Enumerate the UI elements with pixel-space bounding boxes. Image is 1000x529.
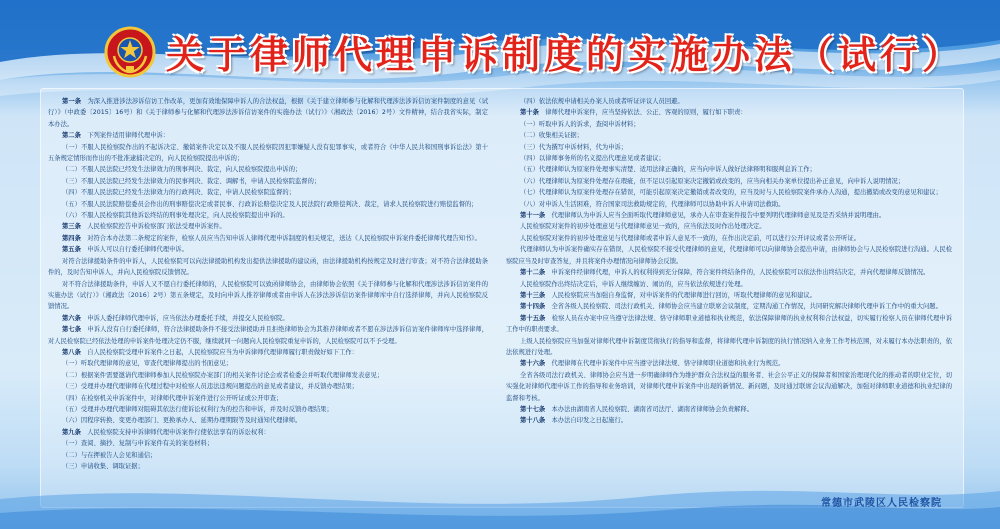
clause-text: （三）受理并办理代理律师在代理过程中对检察人员违法违规问题提出的意见或者建议，并反馈办理结果；: [62, 383, 358, 391]
clause-item: [506, 153, 952, 164]
clause-paragraph: [506, 358, 952, 369]
clause-item: [48, 142, 488, 165]
clause-text: 申诉案件经律师代理，申诉人的权利得到充分保障，符合案件终结条件的，人民检察院可以依法作出终结决定，并向代理律师反馈情况。: [551, 269, 930, 277]
clause-text: （六）代理律师认为原案件处理存在瑕疵，但不足以引起原案决定撤销或改变的，应当向相关办案单位提出补正意见，向申诉人说明情况；: [520, 177, 905, 185]
clause-text: （六）不服人民检察院其他诉讼终结的刑事处理决定，向人民检察院提出申诉的。: [62, 212, 289, 220]
clause-text: 律师代理申诉案件，应当坚持依法、公正、客观的原则，履行如下职责：: [545, 109, 747, 117]
clause-text: 人民检察院支持申诉律师代理申诉案件行使依法享有的诉讼权利：: [87, 428, 270, 436]
clause-text: 本办法由湖南省人民检察院、湖南省司法厅、湖南省律师协会负责解释。: [551, 405, 753, 413]
clause-text: 对不符合法律援助条件，申诉人又不愿自行委托律师的，人民检察院可以致函律师协会，由律师协会依照《关于律师参与化解和代理涉法涉诉信访案件的实施办法（试行）》（湘政法〔2016〕2号）第五条规定，及时向申诉人推荐律师或者由申诉人在涉法涉诉信访案件律师库中自行选择律师，并向人民检察院反馈情况。: [48, 280, 488, 311]
clause-paragraph: [506, 301, 952, 312]
clause-item: [506, 142, 952, 153]
clause-item: [48, 256, 488, 279]
clause-text: （三）不服人民法院已经发生法律效力的民事判决、裁定、调解书，申请人民检察院监督的；: [62, 177, 321, 185]
clause-item: [48, 199, 488, 210]
clause-paragraph: [506, 404, 952, 415]
clause-text: 代理律师认为申诉人应当全面听取代理律师意见，承办人在审查案件报告中要列明代理律师意见及是否采纳并说明理由。: [551, 212, 886, 220]
clause-item: [506, 221, 952, 232]
clause-item: [48, 176, 488, 187]
clause-text: （三）申请收集、调取证据；: [62, 463, 144, 470]
text-column-left: [48, 96, 488, 472]
clause-text: 对符合法律援助条件的申诉人，人民检察院可以向法律援助机构发出提供法律援助的建议函，由法律援助机构按规定及时进行审查；对不符合法律援助条件的，及时告知申诉人，并向人民检察院反馈情况。: [48, 257, 488, 277]
clause-item: [48, 415, 488, 426]
clause-item: [48, 210, 488, 221]
clause-text: 代理律师认为申诉案件确实存在错误，人民检察院不接受代理律师的意见，代理律师可以向律师协会提出申请，由律师协会与人民检察院进行沟通。人民检察院应当及时审查答复，并且将案件办理情况向律师协会反馈。: [506, 246, 952, 265]
clause-item: [506, 244, 952, 267]
clause-paragraph: [48, 96, 488, 130]
clause-paragraph: [48, 130, 488, 141]
clause-label: 第十四条: [520, 303, 546, 311]
clause-text: （二）收集相关证据；: [520, 132, 583, 140]
clause-label: 第十八条: [520, 417, 546, 425]
clause-text: 人民检察院控告申诉检察部门依法受理申诉案件。: [87, 223, 226, 231]
clause-item: [506, 370, 952, 404]
clause-item: [506, 199, 952, 210]
clause-paragraph: [48, 233, 488, 244]
clause-text: （二）根据案件需要邀请代理律师参加人民检察院办案部门的相关案件讨论会或者检委会并听取代理律师发表意见；: [62, 371, 384, 379]
clause-paragraph: [48, 324, 488, 347]
clause-text: （四）不服人民法院已经发生法律效力的行政判决、裁定，申请人民检察院监督的；: [62, 189, 295, 197]
clause-text: （四）依法依规申请相关办案人员或者听证评议人员回避。: [520, 98, 684, 105]
clause-item: [506, 233, 952, 244]
clause-text: （一）不服人民检察院作出的不起诉决定、撤销案件决定以及不服人民检察院因犯罪嫌疑人没有犯罪事实，或者符合《中华人民共和国刑事诉讼法》第十五条规定情形而作出的不批准逮捕决定的，向人民检察院提出申诉的；: [48, 143, 488, 163]
clause-paragraph: [506, 267, 952, 278]
clause-text: （七）代理律师认为原案件处理存在错误，可能引起原案决定撤销或者改变的，应当及时与人民检察院案件承办人沟通，提出撤销或改变的意见和建议；: [520, 189, 942, 197]
clause-text: （八）对申诉人生活困难，符合国家司法救助规定的，代理律师可以协助申诉人申请司法救助。: [520, 200, 785, 208]
clause-text: 人民检察院对案件的初步处理意见与代理律师或者申诉人意见不一致的，在作出决定前，可以进行公开评议或者公开听证。: [520, 234, 861, 242]
clause-item: [506, 130, 952, 141]
clause-label: 第十一条: [520, 212, 546, 220]
clause-text: 为深入推进涉法涉诉信访工作改革，更加有效地保障申诉人的合法权益，根据《关于建立律师参与化解和代理涉法涉诉信访案件制度的意见（试行）》（中政委〔2015〕16号）和《关于律师参与化解和代理涉法涉诉信访案件的实施办法（试行）》（湘政法〔2016〕2号）文件精神，结合我省实际，制定本办法。: [48, 98, 489, 128]
clause-text: 检察人员在办案中应当遵守法律法规、恪守律师职业道德和执业规范，依法保障律师的执业权利和合法权益，切实履行检察人员在律师代理申诉工作中的职责要求。: [506, 314, 953, 334]
clause-label: 第十三条: [520, 291, 546, 299]
clause-text: （五）不服人民法院赔偿委员会作出的刑事赔偿决定或者民事、行政诉讼赔偿决定及人民法院行政赔偿判决、裁定，请求人民检察院进行赔偿监督的；: [62, 200, 478, 208]
clause-item: [48, 438, 488, 449]
clause-text: （一）听取申诉人的诉求，查阅申诉材料；: [520, 120, 640, 128]
clause-item: [506, 164, 952, 175]
clause-text: （一）听取代理律师的意见，审查代理律师提出的书面意见；: [62, 360, 233, 368]
clause-text: 全省各级人民检察院、司法行政机关、律师协会应当建立联席会议制度，定期沟通工作情况，共同研究解决律师代理申诉工作中的重大问题。: [551, 303, 942, 311]
clause-paragraph: [48, 244, 488, 255]
clause-label: 第八条: [62, 348, 81, 356]
clause-item: [48, 358, 488, 369]
clause-text: 本办法自印发之日起施行。: [551, 417, 628, 425]
clause-item: [48, 187, 488, 198]
procuratorate-emblem-icon: [104, 26, 156, 78]
clause-text: 人民检察院作出终结决定后，申诉人继续缠访、闹访的，应当依法依规进行处理。: [520, 280, 747, 288]
clause-item: [506, 176, 952, 187]
clause-text: 全省各级司法行政机关、律师协会应当进一步明确律师作为维护群众合法权益的服务者、社会公平正义的保障者和国家治理现代化的推动者的职业定位，切实强化对律师代理申诉工作的指导和业务培训，对律师代理申诉案件中出现的新情况、新问题，及时通过联席会议沟通解决，加强对律师职业道德和执业纪律的监督和考核。: [506, 371, 952, 402]
clause-item: [506, 96, 952, 107]
clause-paragraph: [48, 347, 488, 358]
clause-text: 代理律师在代理申诉案件中应当遵守法律法规、恪守律师职业道德和执业行为规范。: [551, 360, 785, 368]
clause-text: 人民检察院应当加强自身监督，对申诉案件的代理律师进行回访，听取代理律师的意见和建议。: [551, 291, 816, 299]
clause-text: 申诉人可以自行委托律师代理申诉。: [87, 246, 188, 254]
clause-item: [506, 119, 952, 130]
clause-item: [48, 164, 488, 175]
clause-item: [48, 450, 488, 461]
clause-text: 下列案件适用律师代理申诉：: [87, 132, 170, 140]
clause-label: 第二条: [62, 132, 81, 140]
clause-item: [506, 187, 952, 198]
clause-text: 自人民检察院受理申诉案件之日起，人民检察院应当为申诉律师代理律师履行职责做好如下工作：: [87, 348, 358, 356]
clause-paragraph: [48, 427, 488, 438]
clause-text: （二）不服人民法院已经发生法律效力的刑事判决、裁定，向人民检察院提出申诉的；: [62, 166, 302, 174]
clause-paragraph: [506, 107, 952, 118]
clause-text: 对符合本办法第二条规定的案件，检察人员应当告知申诉人律师代理申诉制度的相关规定，送达《人民检察院申诉案件委托律师代理告知书》。: [87, 234, 481, 242]
clause-text: （二）与在押被告人会见和通信；: [62, 451, 157, 459]
clause-paragraph: [48, 221, 488, 232]
clause-item: [48, 279, 488, 313]
clause-label: 第三条: [62, 223, 81, 231]
clause-text: 申诉人委托律师代理申诉，应当依法办理委托手续，并提交人民检察院。: [87, 314, 289, 322]
clause-item: [48, 393, 488, 404]
clause-item: [48, 370, 488, 381]
clause-label: 第九条: [62, 428, 81, 436]
clause-label: 第四条: [62, 234, 81, 242]
clause-paragraph: [506, 313, 952, 336]
clause-text: （四）以律师事务所的名义提出代理意见或者建议；: [520, 155, 665, 163]
clause-text: （三）代为撰写申诉材料，代为申诉；: [520, 143, 628, 151]
text-column-right: [506, 96, 952, 427]
clause-item: [506, 336, 952, 359]
clause-text: （五）代理律师认为原案件处理事实清楚、适用法律正确的，应当向申诉人做好法律释明和服判息诉工作；: [520, 166, 816, 174]
clause-text: 上级人民检察院应当加强对律师代理申诉制度贯彻执行的指导和监督，将律师代理申诉制度的执行情况纳入业务工作考核范围，对未履行本办法职责的，依法依规进行处理。: [506, 337, 952, 356]
clause-text: 申诉人没有自行委托律师，符合法律援助条件不接受法律援助并且拒绝律师协会为其推荐律师或者不愿在涉法涉诉信访案件律师库中选择律师，对人民检察院已经依法处理的申诉案件处理决定仍不服，继续就同一问题向人民检察院重复申诉的，人民检察院可以不予受理。: [48, 326, 489, 345]
clause-label: 第六条: [62, 314, 81, 322]
clause-text: （六）因程序转换、变更办理部门、更换承办人、延期办理期限等及时通知代理律师。: [62, 417, 302, 425]
clause-label: 第五条: [62, 246, 81, 254]
clause-paragraph: [506, 290, 952, 301]
clause-label: 第十五条: [520, 314, 546, 322]
clause-text: （五）受理并办理代理律师对阻碍其依法行使诉讼权利行为的控告和申诉，并及时反馈办理结果；: [62, 405, 333, 413]
clause-paragraph: [48, 313, 488, 324]
clause-paragraph: [506, 415, 952, 426]
page-title: 关于律师代理申诉制度的实施办法（试行）: [166, 33, 965, 77]
clause-label: 第一条: [62, 98, 82, 105]
clause-item: [506, 279, 952, 290]
clause-label: 第七条: [62, 326, 82, 334]
clause-label: 第十七条: [520, 405, 546, 413]
clause-item: [48, 404, 488, 415]
clause-label: 第十二条: [520, 269, 546, 277]
issuing-organization: 常德市武陵区人民检察院: [821, 498, 942, 509]
clause-paragraph: [506, 210, 952, 221]
clause-text: （四）在检察机关申诉案件中，对律师代理申诉案件进行公开听证或公开审查；: [62, 394, 283, 402]
clause-label: 第十六条: [520, 360, 546, 368]
clause-label: 第十条: [520, 109, 539, 117]
clause-text: 人民检察院对案件的初步处理意见与代理律师意见一致的，应当依法及时作出处理决定。: [520, 223, 766, 231]
clause-text: （一）查阅、摘抄、复制与申诉案件有关的案卷材料；: [62, 440, 214, 448]
clause-item: [48, 381, 488, 392]
